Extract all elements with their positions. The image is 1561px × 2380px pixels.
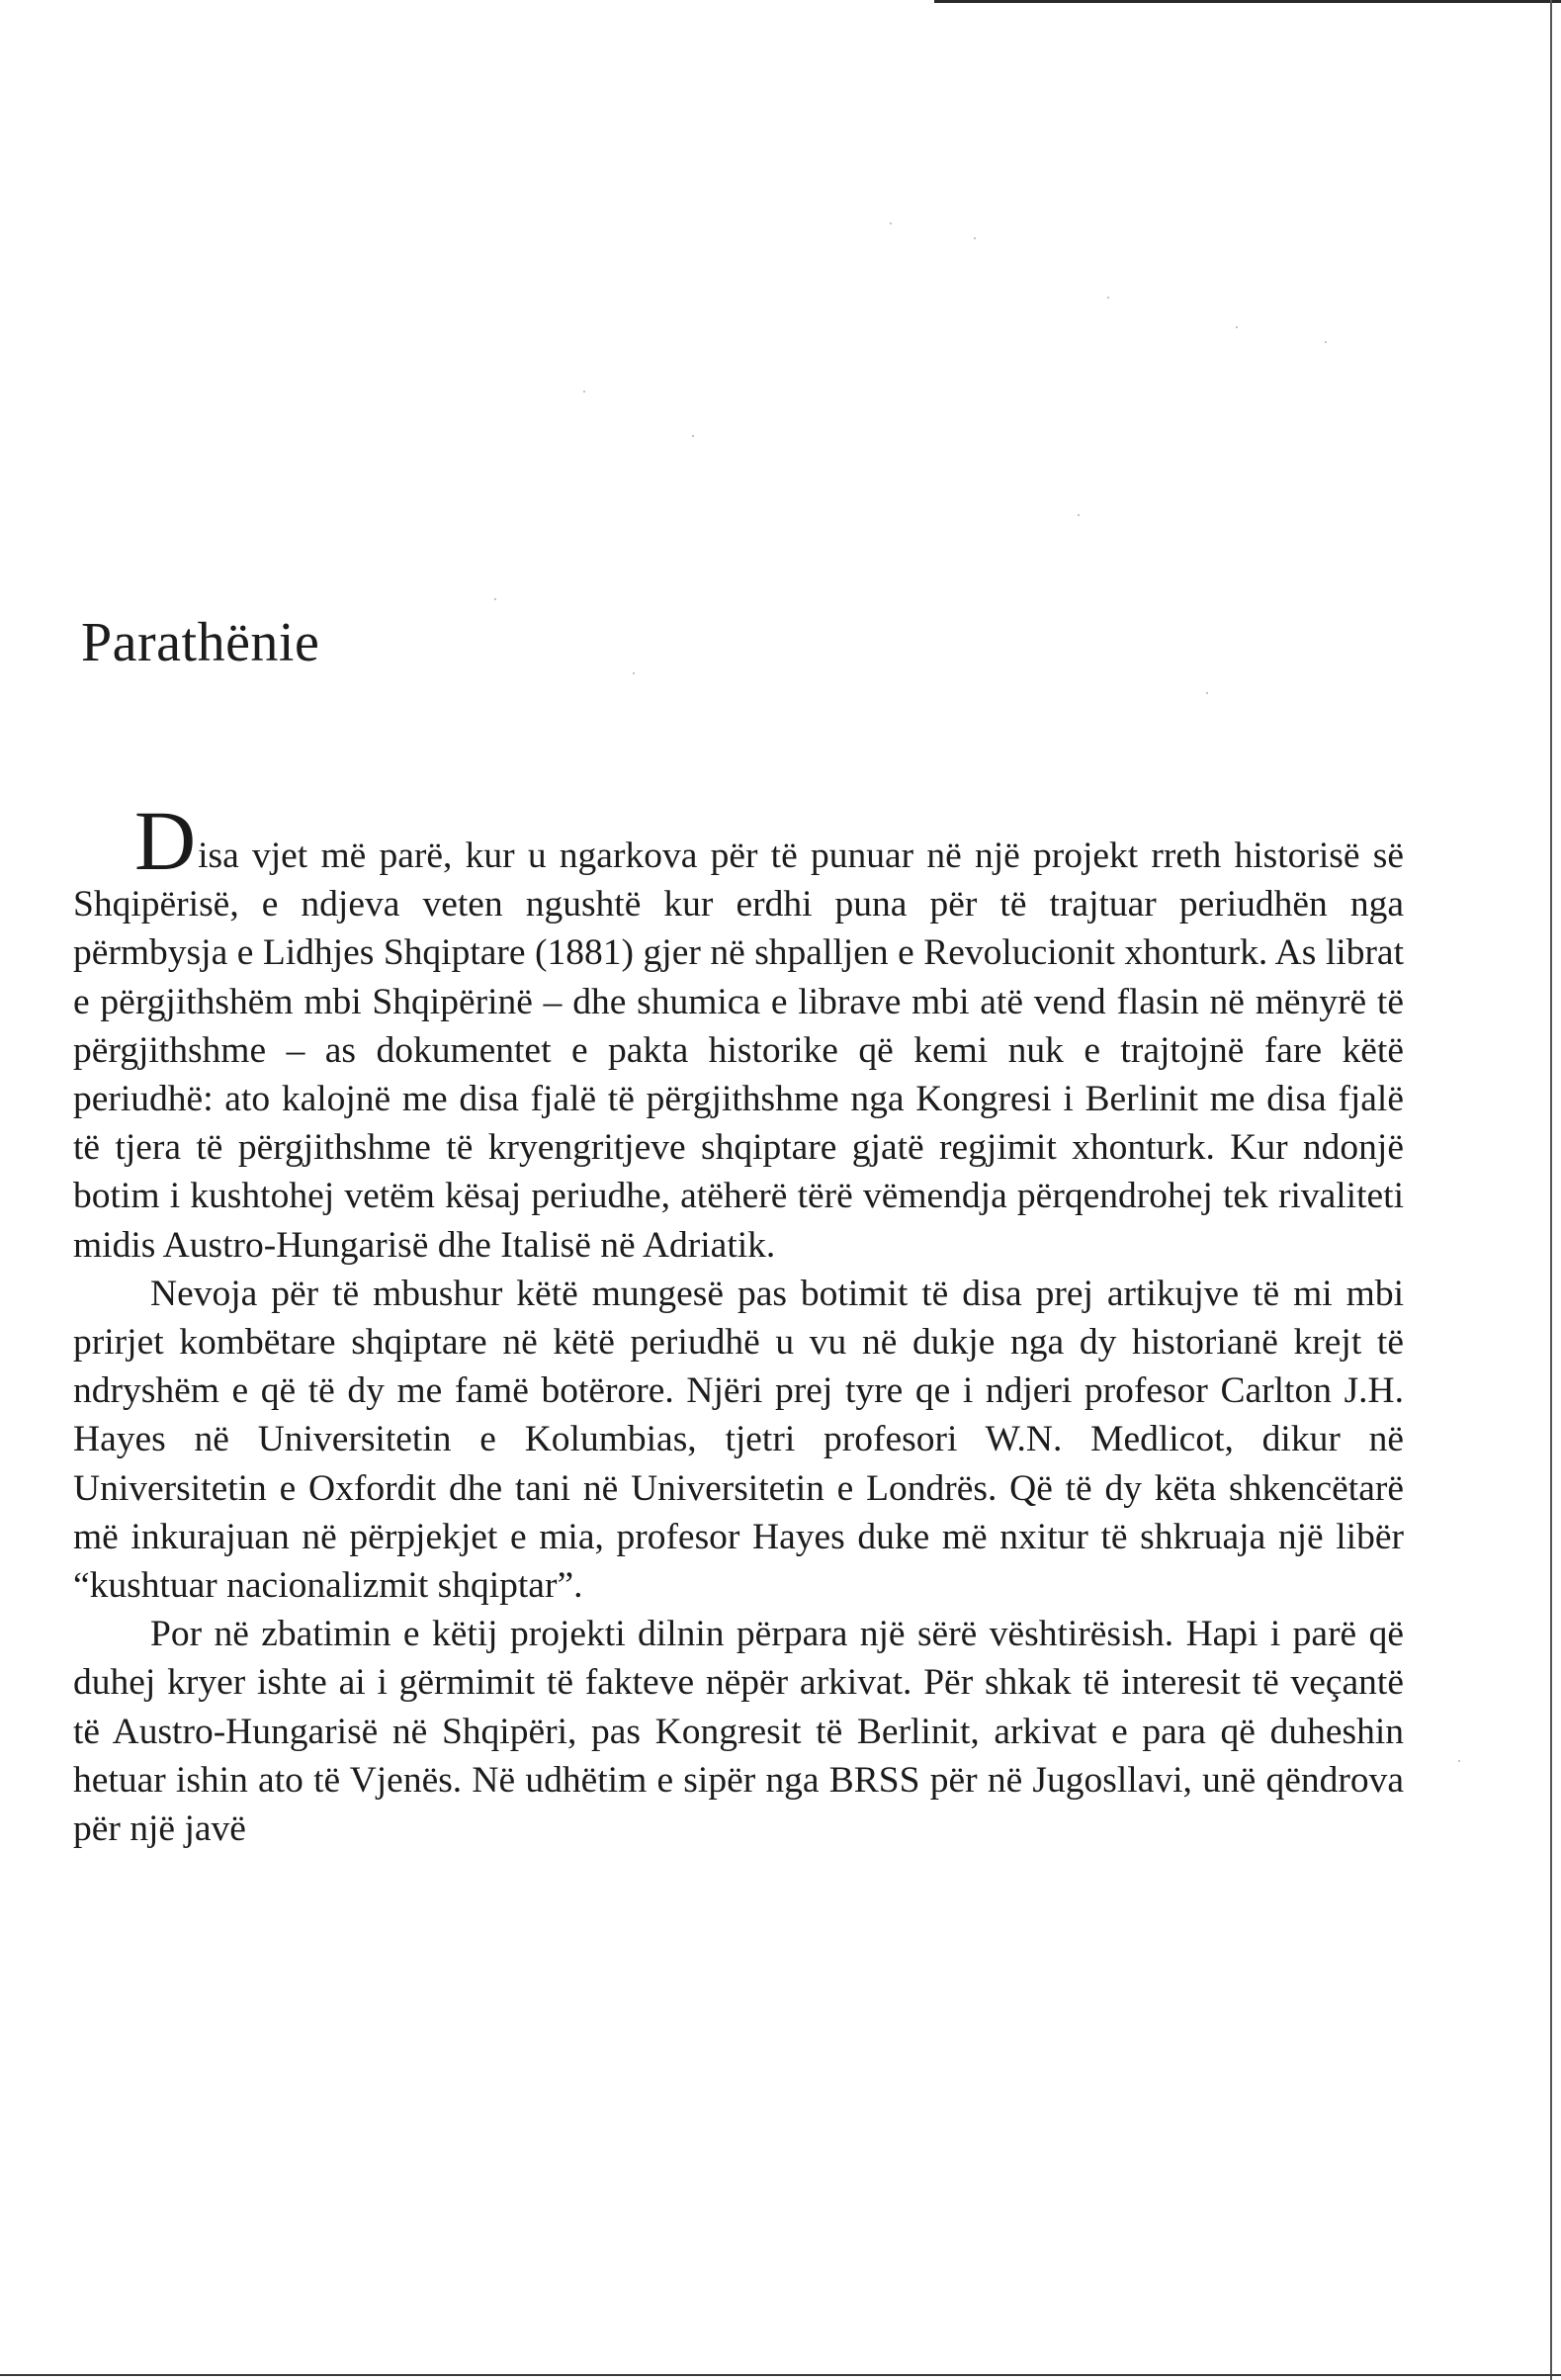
scan-edge-right bbox=[1550, 0, 1552, 2380]
page-title: Parathënie bbox=[81, 612, 320, 673]
scan-speck bbox=[1458, 1760, 1460, 1762]
paragraph-1-text: isa vjet më parë, kur u ngarkova për të punuar në një projekt rreth historisë së Shqipërisë, e ndjeva veten ngushtë kur erdhi puna për të trajtuar periudhën nga përmbysja e Lidhjes Shqiptare (1881) gjer në shpalljen e Revolucionit xhonturk. As librat e përgjithshëm mbi Shqipërinë – dhe shumica e librave mbi atë vend flasin në mënyrë të përgjithshme – as dokumentet e pakta historike që kemi nuk e trajtojnë fare këtë periudhë: ato kalojnë me disa fjalë të përgjithshme nga Kongresi i Berlinit me disa fjalë të tjera të përgjithshme të kryengritjeve shqiptare gjatë regjimit xhonturk. Kur ndonjë botim i kushtohej vetëm kësaj periudhe, atëherë tërë vëmendja përqendrohej tek rivaliteti midis Austro-Hungarisë dhe Italisë në Adriatik. bbox=[73, 836, 1404, 1266]
scan-speck bbox=[494, 598, 496, 600]
scan-speck bbox=[633, 672, 635, 674]
scan-speck bbox=[974, 237, 976, 239]
scan-speck bbox=[1236, 326, 1238, 328]
drop-cap: D bbox=[134, 793, 197, 888]
paragraph-1 bbox=[73, 793, 1404, 1270]
scan-edge-top bbox=[934, 0, 1561, 3]
scan-speck bbox=[1107, 297, 1109, 299]
paragraph-2: Nevoja për të mbushur këtë mungesë pas botimit të disa prej artikujve të mi mbi prirjet kombëtare shqiptare në këtë periudhë u vu në dukje nga dy historianë krejt të ndryshëm e që të dy me famë botërore. Njëri prej tyre qe i ndjeri profesor Carlton J.H. Hayes në Universitetin e Kolumbias, tjetri profesori W.N. Medlicot, dikur në Universitetin e Oxfordit dhe tani në Universitetin e Londrës. Që të dy këta shkencëtarë më inkurajuan në përpjekjet e mia, profesor Hayes duke më nxitur të shkruaja një libër “kushtuar nacionalizmit shqiptar”. bbox=[73, 1273, 1404, 1607]
scan-speck bbox=[1206, 692, 1208, 694]
scan-edge-bottom bbox=[0, 2374, 1561, 2376]
scan-speck bbox=[1325, 341, 1327, 343]
scan-speck bbox=[692, 435, 694, 437]
scan-speck bbox=[890, 222, 892, 224]
paragraph-3: Por në zbatimin e këtij projekti dilnin përpara një sërë vështirësish. Hapi i parë që duhej kryer ishte ai i gërmimit të fakteve nëpër arkivat. Për shkak të interesit të veçantë të Austro-Hungarisë në Shqipëri, pas Kongresit të Berlinit, arkivat e para që duheshin hetuar ishin ato të Vjenës. Në udhëtim e sipër nga BRSS për në Jugosllavi, unë qëndrova për një javë bbox=[73, 1614, 1404, 1850]
scan-speck bbox=[1078, 514, 1080, 516]
scan-speck bbox=[583, 391, 585, 393]
body-text bbox=[73, 793, 1404, 1853]
